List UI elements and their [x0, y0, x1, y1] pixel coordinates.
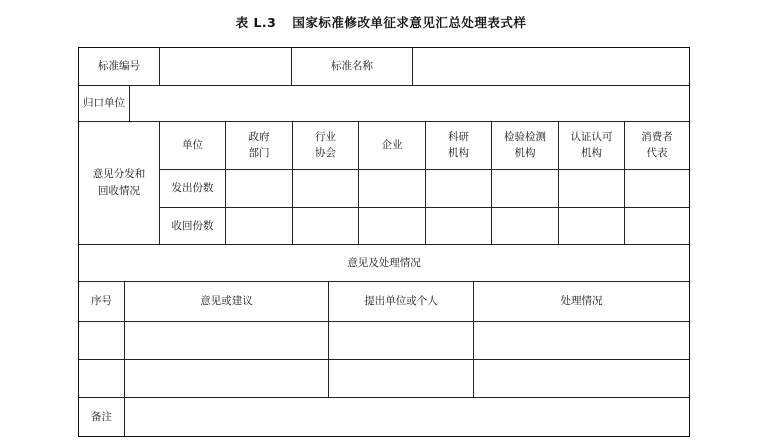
sent-count-label: 发出份数	[171, 182, 214, 195]
row-divider	[79, 321, 689, 322]
received-count-label: 收回份数	[171, 219, 214, 232]
column-header: 消费者 代表	[641, 130, 673, 159]
column-header: 科研 机构	[448, 130, 469, 159]
standard-name-label: 标准名称	[331, 60, 373, 73]
remarks-label: 备注	[91, 410, 112, 423]
distribution-label: 意见分发和 回收情况	[92, 168, 146, 197]
seq-header: 序号	[91, 295, 112, 308]
table-number: 表 L.3	[235, 15, 277, 30]
proposer-header: 提出单位或个人	[364, 295, 438, 308]
row-divider	[79, 359, 689, 360]
column-header: 检验检测 机构	[504, 130, 546, 159]
column-header: 行业 协会	[315, 130, 336, 159]
column-header: 政府 部门	[248, 130, 270, 159]
table-title-text: 国家标准修改单征求意见汇总处理表式样	[292, 15, 527, 30]
responsible-unit-label: 归口单位	[83, 96, 125, 109]
row-divider	[159, 207, 689, 208]
opinion-header: 意见或建议	[200, 295, 253, 308]
remarks-field[interactable]	[125, 398, 689, 436]
column-header: 企业	[381, 138, 403, 151]
form-table	[78, 47, 690, 437]
standard-number-label: 标准编号	[98, 60, 140, 73]
handling-header: 处理情况	[560, 295, 603, 308]
column-header: 认证认可 机构	[570, 130, 613, 159]
standard-number-field[interactable]	[160, 48, 291, 85]
unit-header: 单位	[182, 138, 203, 151]
section-title: 意见及处理情况	[347, 256, 421, 269]
table-title	[0, 13, 762, 31]
row-divider	[159, 169, 689, 170]
standard-name-field[interactable]	[413, 48, 689, 85]
responsible-unit-field[interactable]	[130, 85, 689, 121]
